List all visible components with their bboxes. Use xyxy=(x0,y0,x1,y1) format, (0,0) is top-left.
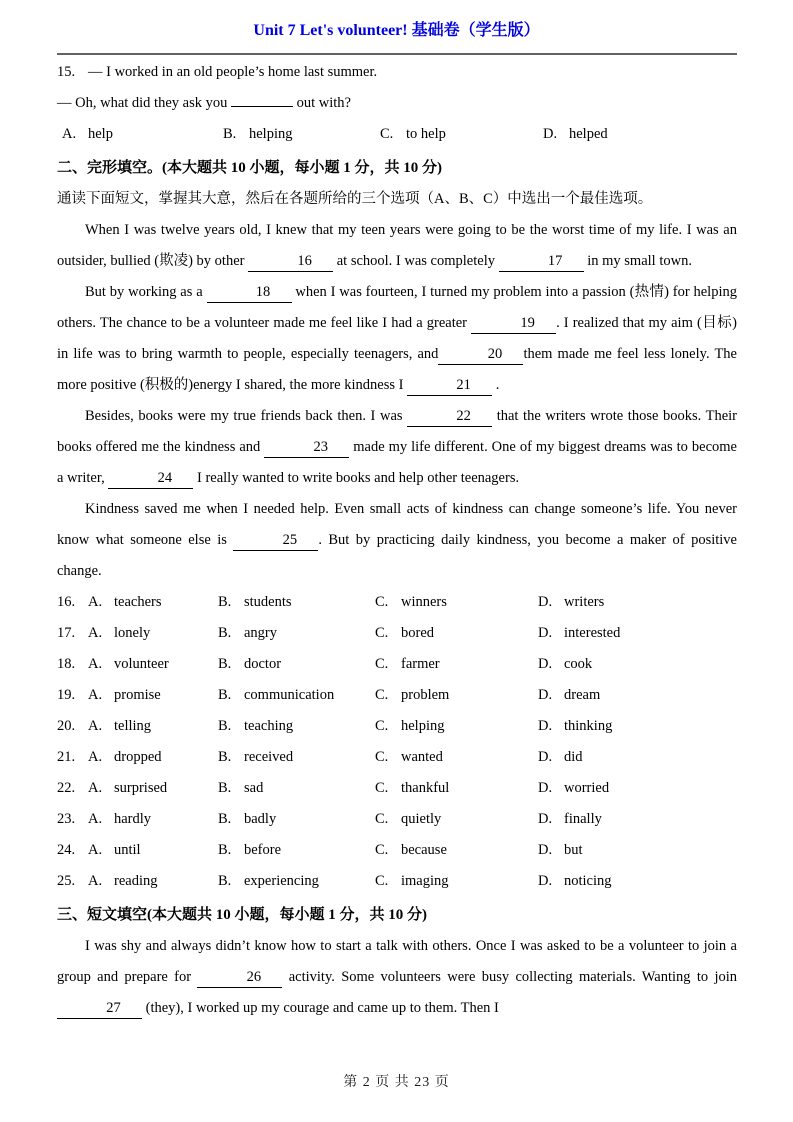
option-text: helping xyxy=(249,126,293,142)
option-b xyxy=(218,835,375,866)
option-text: hardly xyxy=(114,811,152,827)
option-text: teaching xyxy=(244,718,294,734)
option-c xyxy=(375,587,538,618)
section-2-passage xyxy=(57,215,737,587)
option-c xyxy=(375,835,538,866)
option-d xyxy=(538,773,737,804)
option-b xyxy=(218,866,375,897)
option-letter: C. xyxy=(375,687,389,703)
passage-text: But by working as a xyxy=(85,284,207,300)
option-letter: B. xyxy=(223,126,237,142)
passage-text: that the writers wrote those books. Their books offered me the kindness and xyxy=(57,408,737,455)
option-d xyxy=(538,649,737,680)
option-letter: D. xyxy=(538,656,553,672)
option-letter: D. xyxy=(538,873,553,889)
option-text: but xyxy=(564,842,583,858)
passage-text: . xyxy=(492,377,500,393)
option-c xyxy=(375,711,538,742)
section-3-passage xyxy=(57,931,737,1024)
option-text: volunteer xyxy=(114,656,169,672)
question-number: 24. xyxy=(57,842,76,858)
option-c xyxy=(375,680,538,711)
question-row-23 xyxy=(57,804,737,835)
option-letter: C. xyxy=(375,656,389,672)
option-letter: A. xyxy=(88,718,103,734)
question-number: 23. xyxy=(57,811,76,827)
option-letter: B. xyxy=(218,656,232,672)
option-c xyxy=(380,119,543,150)
option-text: cook xyxy=(564,656,593,672)
passage-text: activity. Some volunteers were busy collecting materials. Wanting to join xyxy=(282,969,737,985)
passage-text: I really wanted to write books and help other teenagers. xyxy=(193,470,520,486)
passage-paragraph xyxy=(57,931,737,1024)
option-letter: B. xyxy=(218,873,232,889)
question-15-line1 xyxy=(57,57,737,88)
passage-paragraph xyxy=(57,494,737,587)
option-text: wanted xyxy=(401,749,443,765)
answer-blank-17: 17 xyxy=(499,252,584,272)
option-a xyxy=(88,711,218,742)
option-text: communication xyxy=(244,687,335,703)
option-text: surprised xyxy=(114,780,168,796)
option-a xyxy=(88,866,218,897)
passage-text: them made me feel less lonely. The more positive (积极的)energy I shared, the more kindness I xyxy=(57,346,737,393)
question-row-24 xyxy=(57,835,737,866)
option-letter: B. xyxy=(218,625,232,641)
option-letter: A. xyxy=(88,687,103,703)
question-row-18 xyxy=(57,649,737,680)
question-number: 19. xyxy=(57,687,76,703)
option-text: lonely xyxy=(114,625,151,641)
option-b xyxy=(218,773,375,804)
option-letter: C. xyxy=(375,625,389,641)
document-body xyxy=(57,57,737,1024)
option-text: farmer xyxy=(401,656,440,672)
question-number: 21. xyxy=(57,749,76,765)
option-text: thinking xyxy=(564,718,613,734)
option-b xyxy=(218,680,375,711)
answer-blank-26: 26 xyxy=(197,968,282,988)
option-letter: C. xyxy=(375,873,389,889)
option-a xyxy=(88,742,218,773)
option-b xyxy=(218,649,375,680)
option-a xyxy=(88,835,218,866)
option-a xyxy=(88,804,218,835)
answer-blank-20: 20 xyxy=(438,345,523,365)
option-letter: A. xyxy=(88,594,103,610)
option-letter: B. xyxy=(218,594,232,610)
option-text: doctor xyxy=(244,656,282,672)
question-number: 18. xyxy=(57,656,76,672)
option-letter: A. xyxy=(88,749,103,765)
option-c xyxy=(375,618,538,649)
option-letter: B. xyxy=(218,811,232,827)
option-a xyxy=(62,119,223,150)
section-3-heading: 三、短文填空(本大题共 10 小题，每小题 1 分，共 10 分) xyxy=(57,907,427,923)
option-a xyxy=(88,649,218,680)
option-text: interested xyxy=(564,625,621,641)
option-letter: D. xyxy=(538,687,553,703)
question-number: 17. xyxy=(57,625,76,641)
option-text: quietly xyxy=(401,811,442,827)
passage-text: at school. I was completely xyxy=(333,253,499,269)
option-text: dream xyxy=(564,687,601,703)
option-letter: D. xyxy=(543,126,558,142)
option-letter: A. xyxy=(88,656,103,672)
answer-blank-16: 16 xyxy=(248,252,333,272)
answer-blank-18: 18 xyxy=(207,283,292,303)
option-letter: D. xyxy=(538,625,553,641)
option-d xyxy=(538,835,737,866)
option-letter: C. xyxy=(380,126,394,142)
option-letter: B. xyxy=(218,780,232,796)
option-c xyxy=(375,866,538,897)
option-text: until xyxy=(114,842,141,858)
option-a xyxy=(88,680,218,711)
option-text: did xyxy=(564,749,583,765)
question-row-21 xyxy=(57,742,737,773)
option-text: imaging xyxy=(401,873,449,889)
option-text: bored xyxy=(401,625,435,641)
option-text: telling xyxy=(114,718,152,734)
question-15-text: — I worked in an old people’s home last summer. xyxy=(88,64,378,80)
option-c xyxy=(375,742,538,773)
option-text: winners xyxy=(401,594,447,610)
question-row-17 xyxy=(57,618,737,649)
option-d xyxy=(543,119,737,150)
passage-paragraph xyxy=(57,277,737,401)
question-row-25 xyxy=(57,866,737,897)
section-2-heading: 二、完形填空。(本大题共 10 小题，每小题 1 分，共 10 分) xyxy=(57,160,442,176)
option-letter: A. xyxy=(88,842,103,858)
option-letter: C. xyxy=(375,842,389,858)
page-title: Unit 7 Let's volunteer! 基础卷（学生版） xyxy=(253,22,540,39)
passage-paragraph xyxy=(57,401,737,494)
question-15-line2 xyxy=(57,88,737,119)
option-d xyxy=(538,587,737,618)
question-number: 16. xyxy=(57,594,76,610)
question-row-20 xyxy=(57,711,737,742)
option-b xyxy=(218,804,375,835)
option-c xyxy=(375,773,538,804)
option-d xyxy=(538,804,737,835)
question-number: 22. xyxy=(57,780,76,796)
option-b xyxy=(218,618,375,649)
answer-blank-24: 24 xyxy=(108,469,193,489)
option-text: helped xyxy=(569,126,608,142)
answer-blank-27: 27 xyxy=(57,999,142,1019)
option-a xyxy=(88,618,218,649)
passage-text: made my life different. One of my biggest dreams was to become a writer, xyxy=(57,439,737,486)
question-row-22 xyxy=(57,773,737,804)
option-c xyxy=(375,804,538,835)
option-letter: D. xyxy=(538,749,553,765)
passage-text: Besides, books were my true friends back then. I was xyxy=(85,408,408,424)
question-15-number: 15. xyxy=(57,64,76,80)
option-letter: D. xyxy=(538,811,553,827)
option-text: finally xyxy=(564,811,602,827)
passage-text: (they), I worked up my courage and came up to them. Then I xyxy=(142,1000,499,1016)
option-letter: A. xyxy=(88,811,103,827)
option-text: writers xyxy=(564,594,605,610)
option-text: to help xyxy=(406,126,446,142)
option-b xyxy=(218,711,375,742)
passage-text: Kindness saved me when I needed help. Even small acts of kindness can change someone’s life. You never know what someone else is xyxy=(57,501,737,548)
passage-text: when I was fourteen, I turned my problem into a passion (热情) for helping others. The chance to be a volunteer made me feel like I had a greater xyxy=(57,284,737,331)
option-text: promise xyxy=(114,687,161,703)
option-a xyxy=(88,587,218,618)
option-letter: D. xyxy=(538,780,553,796)
option-letter: B. xyxy=(218,718,232,734)
passage-text: . I realized that my aim (目标) in life was to bring warmth to people, especially teenagers, and xyxy=(57,315,737,362)
option-text: worried xyxy=(564,780,610,796)
option-letter: D. xyxy=(538,842,553,858)
option-letter: B. xyxy=(218,842,232,858)
option-letter: C. xyxy=(375,594,389,610)
passage-text: in my small town. xyxy=(583,253,692,269)
option-letter: D. xyxy=(538,718,553,734)
option-letter: C. xyxy=(375,718,389,734)
question-15-options xyxy=(57,119,737,150)
option-d xyxy=(538,711,737,742)
option-text: teachers xyxy=(114,594,162,610)
question-row-16 xyxy=(57,587,737,618)
option-a xyxy=(88,773,218,804)
option-letter: B. xyxy=(218,749,232,765)
section-2-instructions: 通读下面短文，掌握其大意，然后在各题所给的三个选项（A、B、C）中选出一个最佳选项。 xyxy=(57,191,653,207)
option-letter: B. xyxy=(218,687,232,703)
question-row-19 xyxy=(57,680,737,711)
header-divider xyxy=(57,53,737,55)
option-text: experiencing xyxy=(244,873,319,889)
option-letter: C. xyxy=(375,749,389,765)
option-d xyxy=(538,742,737,773)
option-text: sad xyxy=(244,780,264,796)
option-letter: D. xyxy=(538,594,553,610)
option-text: problem xyxy=(401,687,450,703)
option-letter: A. xyxy=(88,780,103,796)
answer-blank-21: 21 xyxy=(407,376,492,396)
option-c xyxy=(375,649,538,680)
option-b xyxy=(218,742,375,773)
answer-blank-22: 22 xyxy=(407,407,492,427)
option-b xyxy=(223,119,380,150)
passage-text: . But by practicing daily kindness, you become a maker of positive change. xyxy=(57,532,737,579)
passage-text: — Oh, what did they ask you xyxy=(57,95,231,111)
option-text: because xyxy=(401,842,447,858)
option-text: students xyxy=(244,594,292,610)
option-text: dropped xyxy=(114,749,162,765)
option-letter: A. xyxy=(62,126,77,142)
option-letter: C. xyxy=(375,811,389,827)
option-letter: A. xyxy=(88,625,103,641)
option-letter: A. xyxy=(88,873,103,889)
passage-text: out with? xyxy=(292,95,351,111)
option-text: thankful xyxy=(401,780,450,796)
option-text: badly xyxy=(244,811,277,827)
option-d xyxy=(538,866,737,897)
option-text: noticing xyxy=(564,873,612,889)
option-text: angry xyxy=(244,625,278,641)
option-b xyxy=(218,587,375,618)
option-text: helping xyxy=(401,718,445,734)
passage-text: I was shy and always didn’t know how to start a talk with others. Once I was asked to be a volunteer to join a group and prepare for xyxy=(57,938,737,985)
page-footer: 第 2 页 共 23 页 xyxy=(343,1075,450,1090)
answer-blank-19: 19 xyxy=(471,314,556,334)
answer-blank-25: 25 xyxy=(233,531,318,551)
option-d xyxy=(538,680,737,711)
option-text: help xyxy=(88,126,113,142)
question-number: 20. xyxy=(57,718,76,734)
option-text: received xyxy=(244,749,294,765)
answer-blank-23: 23 xyxy=(264,438,349,458)
answer-blank xyxy=(231,106,293,107)
option-text: reading xyxy=(114,873,158,889)
passage-paragraph xyxy=(57,215,737,277)
option-text: before xyxy=(244,842,282,858)
option-letter: C. xyxy=(375,780,389,796)
passage-text: When I was twelve years old, I knew that my teen years were going to be the worst time of my life. I was an outsider, bullied (欺凌) by other xyxy=(57,222,737,269)
question-number: 25. xyxy=(57,873,76,889)
section-2-questions xyxy=(57,587,737,897)
option-d xyxy=(538,618,737,649)
